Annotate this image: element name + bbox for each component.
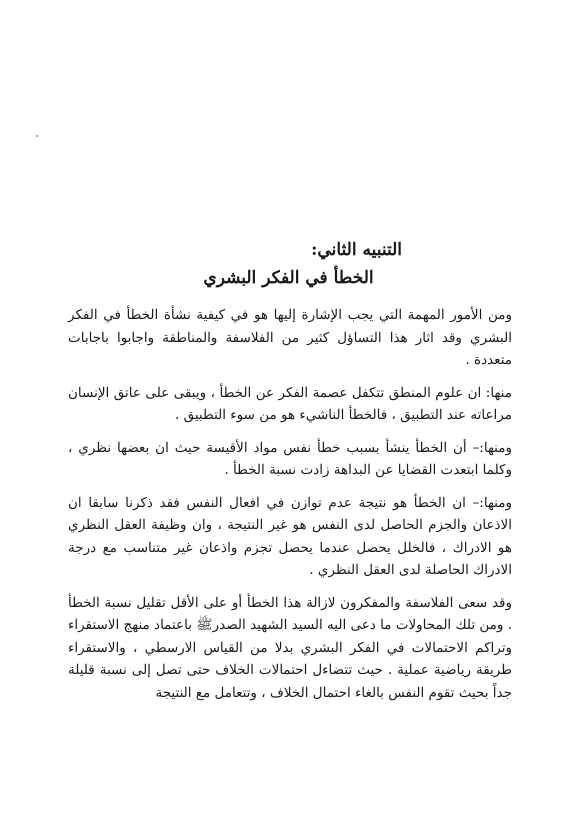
paragraph-imbalance: ومنها:– ان الخطأ هو نتيجة عدم توازن في افعال النفس فقد ذكرنا سابقا ان الاذعان والجزم الحاصل لدى النفس هو غير النتيجة ، وان وظيفة العقل النظري هو الادراك ، فالخلل يحصل عندما يحصل تجزم واذعان غير متناسب مع درجة الادراك الحاصلة لدى العقل النظري . [68,494,512,578]
body-text [68,304,512,714]
paragraph-logic: منها: ان علوم المنطق تتكفل عصمة الفكر عن الخطأ ، ويبقى على عاتق الإنسان مراعاته عند التطبيق ، فالخطأ الناشيء هو من سوء التطبيق . [68,384,512,423]
section-heading: التنبيه الثاني: [311,240,402,260]
margin-mark [36,135,38,137]
section-subheading: الخطأ في الفكر البشري [203,268,374,288]
paragraph-intro: ومن الأمور المهمة التي يجب الإشارة إليها هو في كيفية نشأة الخطأ في الفكر البشري وقد اثار هذا التساؤل كثير من الفلاسفة والمناطقة واجابوا باجابات متعددة . [68,307,512,368]
paragraph-premises: ومنها:– أن الخطأ ينشأ بسبب خطأ نفس مواد الأقيسة حيث ان بعضها نظري ، وكلما ابتعدت القضايا عن البداهة زادت نسبة الخطأ . [68,439,512,478]
paragraph-induction: وقد سعى الفلاسفة والمفكرون لازالة هذا الخطأ أو على الأقل تقليل نسبة الخطأ . ومن تلك المحاولات ما دعى اليه السيد الشهيد الصدرﷺ باعتماد منهج الاستقراء وتراكم الاحتمالات في الفكر البشري بدلا من القياس الارسطي ، والاستقراء طريقة رياضية عملية . حيث تتضاءل احتمالات الخلاف حتى تصل إلى نسبة قليلة جداً بحيث تقوم النفس بالغاء احتمال الخلاف ، وتتعامل مع النتيجة [68,594,512,701]
